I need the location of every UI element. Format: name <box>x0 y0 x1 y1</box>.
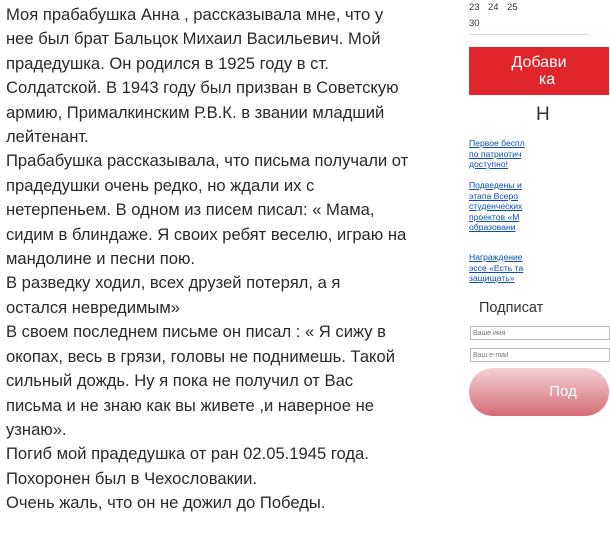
news-link[interactable] <box>469 252 609 284</box>
calendar-day[interactable]: 24 <box>488 2 499 13</box>
news-link-line[interactable]: Подведены и <box>469 180 522 190</box>
news-link-line[interactable]: Награждение <box>469 252 523 262</box>
sidebar <box>469 0 577 548</box>
news-link-line[interactable]: образовани <box>469 222 516 233</box>
article-line: остался невредимым» <box>6 297 180 317</box>
article-line: сидим в блиндаже. Я своих ребят веселю, играю на <box>6 224 407 244</box>
news-link-line[interactable]: студенческих <box>469 201 523 212</box>
article-text <box>6 3 456 516</box>
calendar-day[interactable]: 30 <box>469 18 480 29</box>
article-line: Солдатской. В 1943 году был призван в Советскую <box>6 78 399 98</box>
name-input[interactable] <box>470 326 610 340</box>
news-link-line[interactable]: этапа Всеро <box>469 190 519 201</box>
article-line: В своем последнем письме он писал : « Я сижу в <box>6 322 386 342</box>
calendar-row <box>469 2 589 13</box>
news-link[interactable] <box>469 138 609 170</box>
news-link[interactable] <box>469 180 609 233</box>
news-link-line[interactable]: защищать» <box>469 273 515 284</box>
news-link-line[interactable]: проектов «М <box>469 211 520 222</box>
news-link-line[interactable]: доступно! <box>469 159 508 170</box>
calendar-day[interactable]: 25 <box>507 2 518 13</box>
article-line: Моя прабабушка Анна , рассказывала мне, что у <box>6 5 384 24</box>
article-line: Похоронен был в Чехословакии. <box>6 468 258 488</box>
article-line: мандолине и песни пою. <box>6 249 196 269</box>
article-line: окопах, весь в грязи, головы не поднимешь. Такой <box>6 346 395 366</box>
subscribe-button[interactable]: Под <box>469 368 609 416</box>
article-line: Очень жаль, что он не дожил до Победы. <box>6 493 326 513</box>
calendar-divider <box>469 34 589 35</box>
news-link-line[interactable]: по патриотич <box>469 148 522 159</box>
news-link-line[interactable]: эссе «Есть та <box>469 262 524 273</box>
article-line: нетерпеньем. В одном из писем писал: « Мама, <box>6 200 375 220</box>
calendar-row <box>469 18 589 29</box>
calendar-day[interactable]: 23 <box>469 2 480 13</box>
article-line: узнаю». <box>6 419 67 439</box>
article-line: Погиб мой прадедушка от ран 02.05.1945 года. <box>6 444 369 464</box>
article-line: армию, Прималкинским Р.В.К. в звании младший <box>6 102 385 122</box>
article-line: В разведку ходил, всех друзей потерял, а я <box>6 273 341 293</box>
email-input[interactable] <box>470 348 610 362</box>
article-line: письма и не знаю как вы живете ,и наверное не <box>6 395 374 415</box>
add-button-label-line: Добави <box>511 54 567 71</box>
article-line: Прабабушка рассказывала, что письма получали от <box>6 151 409 171</box>
news-link-line[interactable]: Первое беспл <box>469 138 525 148</box>
article-line: нее был брат Бальцок Михаил Васильевич. Мой <box>6 29 381 49</box>
article-line: прадедушки очень редко, но ждали их с <box>6 175 315 195</box>
article-line: сильный дождь. Ну я пока не получил от Вас <box>6 371 354 391</box>
add-material-button[interactable] <box>469 47 609 95</box>
add-button-label-line: ка <box>538 71 556 88</box>
news-heading: Н <box>536 104 550 125</box>
article-line: прадедушка. Он родился в 1925 году в ст. <box>6 53 329 73</box>
article-line: лейтенант. <box>6 127 89 147</box>
subscribe-heading: Подписат <box>479 300 544 316</box>
